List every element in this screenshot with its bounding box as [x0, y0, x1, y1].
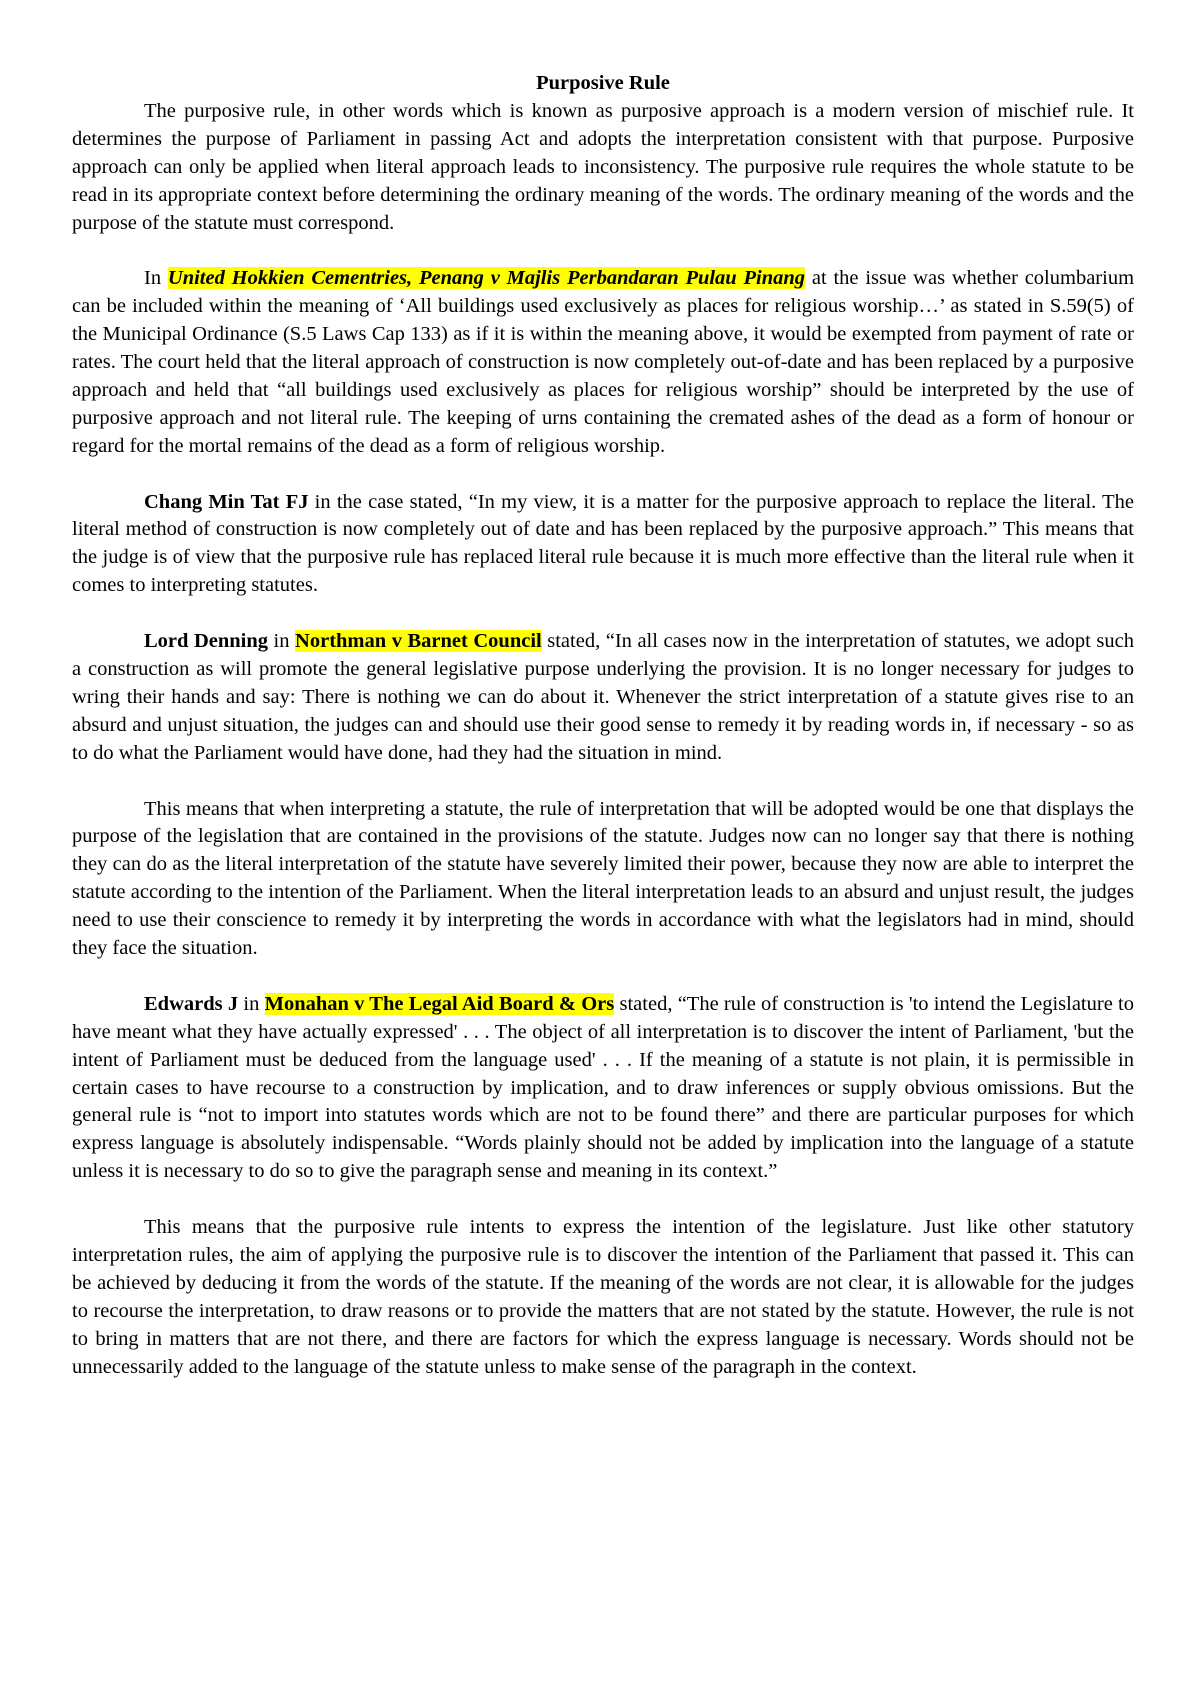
text-segment: stated, “The rule of construction is 'to intend the Legislature to have meant what they have actually expressed' . . . The object of all interpretation is to discover the intent of Parliament, 'but the intent of Parliament must be deduced from the language used' . . . If the meaning of a statute is not plain, it is permissible in certain cases to have recourse to a construction by implication, and to draw inferences or supply obvious omissions. But the general rule is “not to import into statutes words which are not to be found there” and there are particular purposes for which express language is absolutely indispensable. “Words plainly should not be added by implication into the language of a statute unless it is necessary to do so to give the paragraph sense and meaning in its context.”	[72, 992, 1135, 1183]
paragraph-united-hokkien	[72, 265, 1134, 460]
document-page	[72, 70, 1134, 1409]
paragraph-lord-denning	[72, 628, 1134, 768]
document-title: Purposive Rule	[536, 72, 670, 94]
case-name-highlight: Northman v Barnet Council	[295, 630, 542, 653]
text-segment: In	[144, 267, 168, 290]
paragraph-text: This means that when interpreting a statute, the rule of interpretation that will be adopted would be one that displays the purpose of the legislation that are contained in the provisions of the statute. Judges now can no longer say that there is nothing they can do as the literal interpretation of the statute have severely limited their power, because they now are able to interpret the statute according to the intention of the Parliament. When the literal interpretation leads to an absurd and unjust result, the judges need to use their conscience to remedy it by interpreting the words in accordance with what the legislators had in mind, should they face the situation.	[72, 797, 1134, 960]
text-segment: stated, “In all cases now in the interpretation of statutes, we adopt such a construction as will promote the general legislative purpose underlying the provision. It is no longer necessary for judges to wring their hands and say: There is nothing we can do about it. Whenever the strict interpretation of a statute gives rise to an absurd and unjust situation, the judges can and should use their good sense to remedy it by reading words in, if necessary - so as to do what the Parliament would have done, had they had the situation in mind.	[72, 630, 1134, 764]
text-segment: in	[268, 630, 296, 653]
case-name-highlight: Monahan v The Legal Aid Board & Ors	[264, 992, 615, 1015]
paragraph-analysis-denning	[72, 796, 1134, 963]
judge-name: Edwards J	[144, 992, 239, 1015]
judge-name: Chang Min Tat FJ	[144, 490, 309, 513]
paragraph-conclusion	[72, 1214, 1134, 1381]
judge-name: Lord Denning	[144, 630, 269, 653]
paragraph-text: This means that the purposive rule intents to express the intention of the legislature. Just like other statutory interpretation rules, the aim of applying the purposive rule is to discover the intention of the Parliament that passed it. This can be achieved by deducing it from the words of the statute. If the meaning of the words are not clear, it is allowable for the judges to recourse the interpretation, to draw reasons or to provide the matters that are not stated by the statute. However, the rule is not to bring in matters that are not there, and there are factors for which the express language is necessary. Words should not be unnecessarily added to the language of the statute unless to make sense of the paragraph in the context.	[72, 1216, 1134, 1378]
text-segment: in	[238, 992, 265, 1015]
case-name-highlight: United Hokkien Cementries, Penang v Majlis Perbandaran Pulau Pinang	[167, 267, 806, 290]
paragraph-chang-min-tat	[72, 489, 1134, 601]
paragraph-intro	[72, 98, 1134, 238]
paragraph-intro-text: The purposive rule, in other words which is known as purposive approach is a modern version of mischief rule. It determines the purpose of Parliament in passing Act and adopts the interpretation consistent with that purpose. Purposive approach can only be applied when literal approach leads to inconsistency. The purposive rule requires the whole statute to be read in its appropriate context before determining the ordinary meaning of the words. The ordinary meaning of the words and the purpose of the statute must correspond.	[72, 99, 1134, 234]
paragraph-edwards	[72, 991, 1134, 1186]
text-segment: in the case stated, “In my view, it is a matter for the purposive approach to replace the literal. The literal method of construction is now completely out of date and has been replaced by the purposive approach.” This means that the judge is of view that the purposive rule has replaced literal rule because it is much more effective than the literal rule when it comes to interpreting statutes.	[72, 490, 1134, 597]
text-segment: at the issue was whether columbarium can be included within the meaning of ‘All buildings used exclusively as places for religious worship…’ as stated in S.59(5) of the Municipal Ordinance (S.5 Laws Cap 133) as if it is within the meaning above, it would be exempted from payment of rate or rates. The court held that the literal approach of construction is now completely out-of-date and has been replaced by a purposive approach and held that “all buildings used exclusively as places for religious worship” should be interpreted by the use of purposive approach and not literal rule. The keeping of urns containing the cremated ashes of the dead as a form of honour or regard for the mortal remains of the dead as a form of religious worship.	[72, 267, 1135, 457]
